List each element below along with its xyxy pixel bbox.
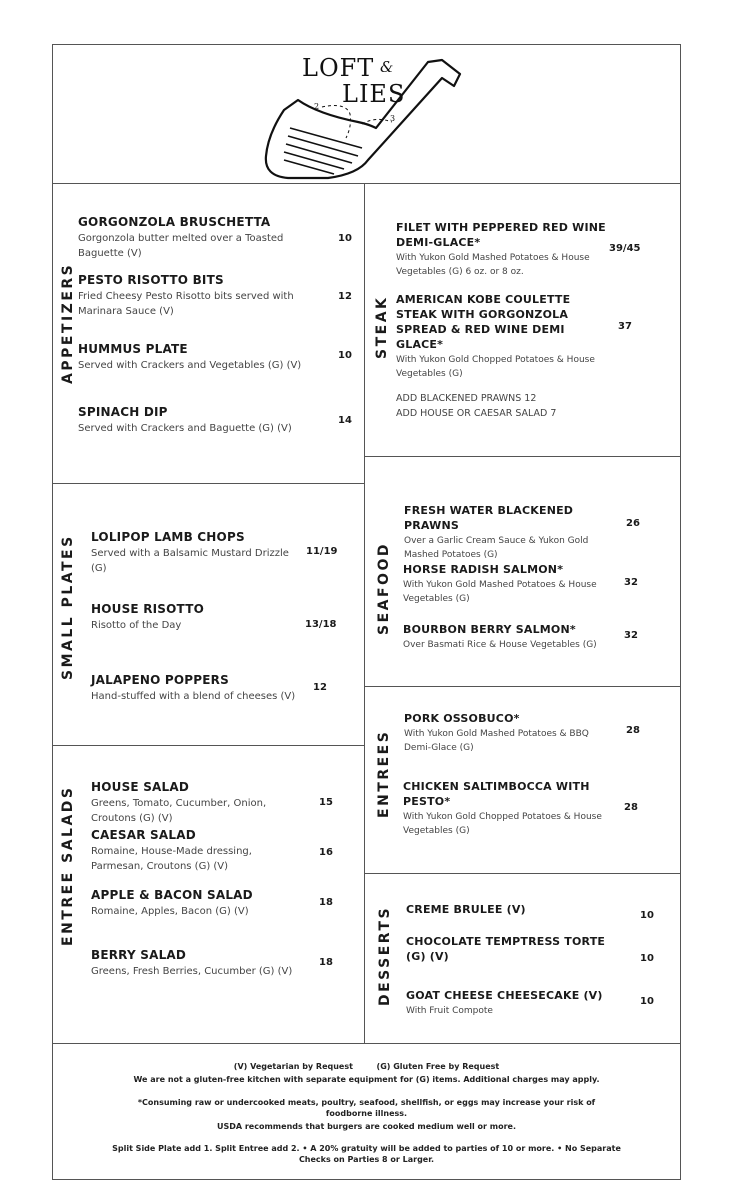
item-name: LOLIPOP LAMB CHOPS: [91, 530, 245, 544]
item-price: 18: [319, 897, 333, 908]
menu-item: [404, 711, 604, 755]
section-title-entrees: ENTREES: [376, 729, 392, 818]
item-description: Greens, Tomato, Cucumber, Onion, Croutons (G) (V): [91, 798, 267, 824]
item-price: 14: [338, 415, 352, 426]
menu-item: [91, 828, 291, 874]
menu-item: [91, 888, 321, 919]
divider: [364, 686, 681, 687]
addon-salad: ADD HOUSE OR CAESAR SALAD 7: [396, 408, 557, 419]
item-price: 12: [338, 291, 352, 302]
menu-item: [406, 902, 626, 917]
divider: [364, 456, 681, 457]
item-name: SPINACH DIP: [78, 405, 168, 419]
menu-item: [396, 292, 608, 381]
item-price: 10: [640, 910, 654, 921]
legend-vegetarian: (V) Vegetarian by Request: [233, 1062, 353, 1071]
logo-mark-2: 2: [314, 102, 321, 111]
item-name: FRESH WATER BLACKENED PRAWNS: [404, 504, 574, 532]
item-description: Gorgonzola butter melted over a Toasted Baguette (V): [78, 233, 284, 259]
item-name: JALAPENO POPPERS: [91, 673, 229, 687]
divider: [52, 1043, 681, 1044]
split-policy: Split Side Plate add 1. Split Entree add 2. • A 20% gratuity will be added to parties of 10 or more. • No Separate Checks on Parties 8 or Larger.: [112, 1144, 621, 1164]
item-name: HOUSE SALAD: [91, 780, 190, 794]
usda-note: USDA recommends that burgers are cooked medium well or more.: [216, 1122, 517, 1131]
menu-item: [91, 602, 301, 633]
item-description: Risotto of the Day: [91, 620, 182, 631]
item-name: HORSE RADISH SALMON*: [403, 563, 564, 576]
item-price: 18: [319, 957, 333, 968]
menu-item: [91, 530, 301, 576]
item-price: 32: [624, 577, 638, 588]
section-title-entree-salads: ENTREE SALADS: [60, 785, 76, 946]
menu-item: [406, 937, 621, 969]
menu-item: [396, 220, 606, 279]
section-title-desserts: DESSERTS: [377, 905, 393, 1006]
menu-item: [91, 948, 321, 979]
section-title-appetizers: APPETIZERS: [60, 262, 76, 384]
item-price: 10: [338, 233, 352, 244]
item-price: 28: [624, 802, 638, 813]
item-name: APPLE & BACON SALAD: [91, 888, 253, 902]
menu-item: [403, 562, 613, 606]
item-description: With Yukon Gold Chopped Potatoes & House Vegetables (G): [396, 355, 595, 379]
item-name: HUMMUS PLATE: [78, 342, 188, 356]
legend-gluten-free: (G) Gluten Free by Request: [376, 1062, 500, 1071]
item-description: Served with a Balsamic Mustard Drizzle (G): [91, 548, 289, 574]
item-price: 15: [319, 797, 333, 808]
item-price: 10: [640, 953, 654, 964]
logo-ampersand: &: [380, 58, 395, 76]
menu-item: [78, 342, 318, 373]
item-name: FILET WITH PEPPERED RED WINE DEMI-GLACE*: [396, 221, 606, 249]
menu-item: [403, 779, 608, 838]
item-price: 16: [319, 847, 333, 858]
item-name: CREME BRULEE (V): [406, 903, 526, 916]
item-description: With Yukon Gold Mashed Potatoes & House Vegetables (G) 6 oz. or 8 oz.: [396, 253, 590, 277]
item-price: 13/18: [305, 619, 337, 630]
item-description: Over Basmati Rice & House Vegetables (G): [403, 640, 597, 650]
item-price: 12: [313, 682, 327, 693]
gluten-note: We are not a gluten-free kitchen with separate equipment for (G) items. Additional charges may apply.: [133, 1075, 600, 1084]
menu-item: [403, 622, 613, 652]
item-name: PESTO RISOTTO BITS: [78, 273, 224, 287]
raw-food-warning: *Consuming raw or undercooked meats, poultry, seafood, shellfish, or eggs may increase your risk of foodborne illness.: [137, 1098, 596, 1118]
section-title-small-plates: SMALL PLATES: [60, 534, 76, 680]
section-title-steak: STEAK: [374, 295, 390, 359]
item-name: AMERICAN KOBE COULETTE STEAK WITH GORGONZOLA SPREAD & RED WINE DEMI GLACE*: [396, 293, 571, 351]
item-name: BOURBON BERRY SALMON*: [403, 623, 576, 636]
item-description: Greens, Fresh Berries, Cucumber (G) (V): [91, 966, 293, 977]
item-description: Over a Garlic Cream Sauce & Yukon Gold Mashed Potatoes (G): [404, 536, 589, 560]
item-price: 28: [626, 725, 640, 736]
item-name: CHICKEN SALTIMBOCCA WITH PESTO*: [403, 780, 590, 808]
item-name: GOAT CHEESE CHEESECAKE (V): [406, 989, 603, 1002]
menu-item: [91, 673, 321, 704]
divider: [52, 183, 681, 184]
item-name: CHOCOLATE TEMPTRESS TORTE (G) (V): [406, 937, 606, 963]
section-title-seafood: SEAFOOD: [376, 542, 392, 635]
item-description: With Fruit Compote: [406, 1006, 493, 1016]
menu-item: [78, 215, 308, 261]
logo-word-lies: LIES: [342, 80, 406, 108]
item-description: Served with Crackers and Vegetables (G) (V): [78, 360, 302, 371]
item-description: Romaine, House-Made dressing, Parmesan, Croutons (G) (V): [91, 846, 252, 872]
item-price: 10: [338, 350, 352, 361]
item-description: Hand-stuffed with a blend of cheeses (V): [91, 691, 296, 702]
item-price: 26: [626, 518, 640, 529]
item-name: GORGONZOLA BRUSCHETTA: [78, 215, 271, 229]
item-price: 37: [618, 321, 632, 332]
menu-item: [406, 988, 626, 1018]
item-description: With Yukon Gold Mashed Potatoes & House Vegetables (G): [403, 580, 597, 604]
item-description: Romaine, Apples, Bacon (G) (V): [91, 906, 249, 917]
divider: [52, 483, 364, 484]
divider: [364, 183, 365, 1043]
menu-item: [91, 780, 291, 826]
item-price: 11/19: [306, 546, 338, 557]
item-description: With Yukon Gold Mashed Potatoes & BBQ Demi-Glace (G): [404, 729, 589, 753]
dietary-legend: [52, 1061, 681, 1072]
item-description: With Yukon Gold Chopped Potatoes & House Vegetables (G): [403, 812, 602, 836]
logo-word-loft: LOFT: [302, 54, 375, 82]
item-description: Served with Crackers and Baguette (G) (V): [78, 423, 292, 434]
item-name: PORK OSSOBUCO*: [404, 712, 520, 725]
restaurant-logo: [258, 52, 468, 182]
divider: [52, 745, 364, 746]
item-price: 10: [640, 996, 654, 1007]
item-name: CAESAR SALAD: [91, 828, 196, 842]
divider: [364, 873, 681, 874]
item-price: 32: [624, 630, 638, 641]
menu-item: [78, 273, 308, 319]
item-name: HOUSE RISOTTO: [91, 602, 205, 616]
menu-item: [404, 503, 614, 562]
logo-mark-3: 3: [390, 114, 397, 123]
item-price: 39/45: [609, 243, 641, 254]
item-name: BERRY SALAD: [91, 948, 187, 962]
item-description: Fried Cheesy Pesto Risotto bits served with Marinara Sauce (V): [78, 291, 294, 317]
menu-item: [78, 405, 318, 436]
addon-prawns: ADD BLACKENED PRAWNS 12: [396, 393, 537, 404]
